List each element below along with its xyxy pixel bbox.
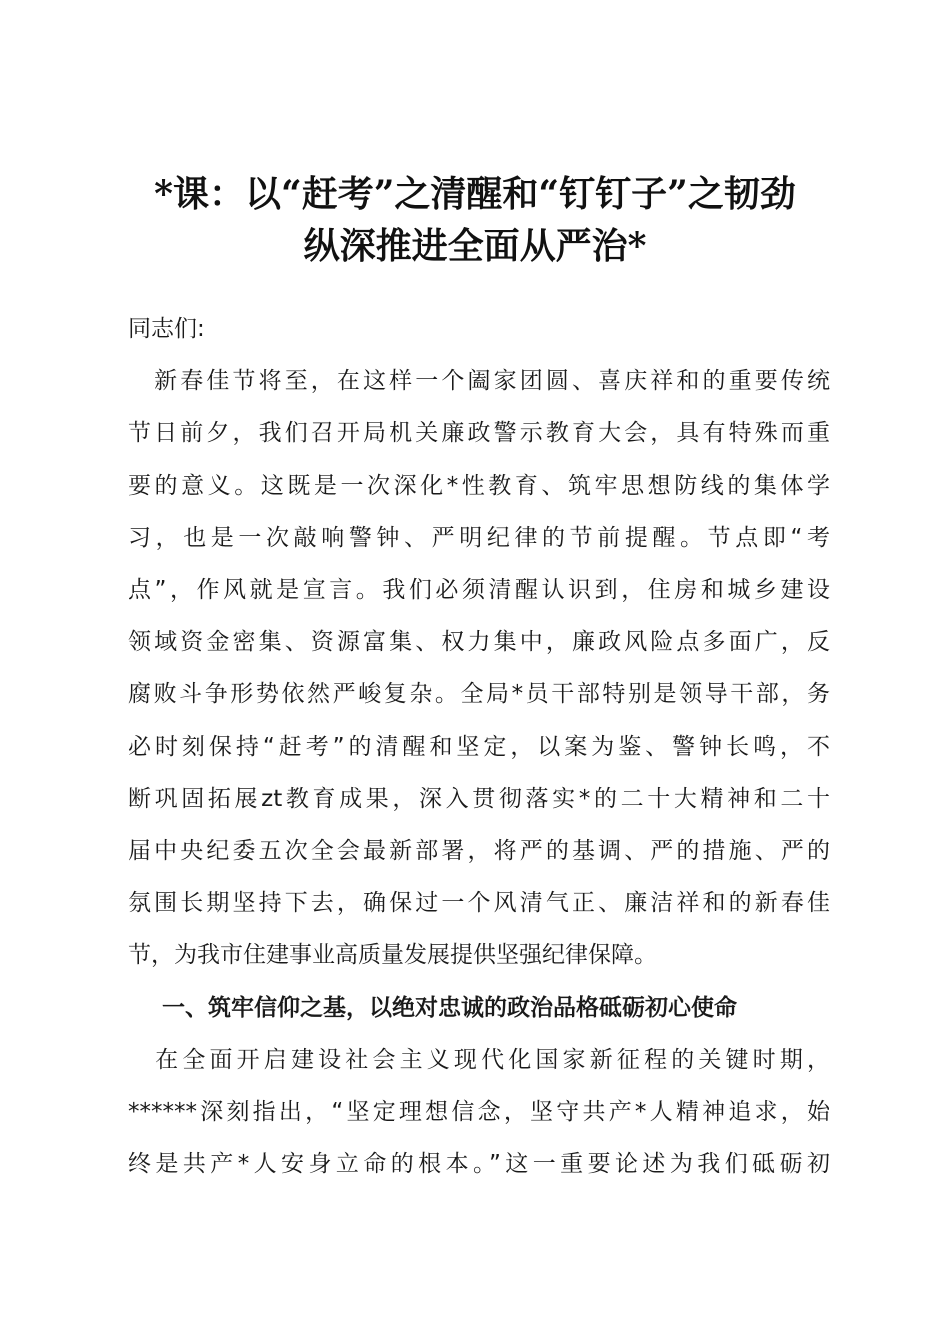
document-title xyxy=(100,168,850,272)
paragraph-line: 终是共产*人安身立命的根本。”这一重要论述为我们砥砺初 xyxy=(128,1151,830,1178)
paragraph-line: 届中央纪委五次全会最新部署，将严的基调、严的措施、严的 xyxy=(128,838,830,865)
paragraph-line: 腐败斗争形势依然严峻复杂。全局*员干部特别是领导干部，务 xyxy=(128,681,830,708)
section-heading-1: 一、筑牢信仰之基，以绝对忠诚的政治品格砥砺初心使命 xyxy=(162,994,737,1021)
paragraph-line: 点”，作风就是宣言。我们必须清醒认识到，住房和城乡建设 xyxy=(128,577,830,604)
paragraph-line: 必时刻保持“赶考”的清醒和坚定，以案为鉴、警钟长鸣，不 xyxy=(128,733,830,760)
paragraph-line: 要的意义。这既是一次深化*性教育、筑牢思想防线的集体学 xyxy=(128,472,830,499)
title-line-2: 纵深推进全面从严治* xyxy=(303,225,647,267)
title-line-1: *课：以“赶考”之清醒和“钉钉子”之韧劲 xyxy=(154,173,796,215)
paragraph-1 xyxy=(128,355,830,981)
paragraph-line: 在全面开启建设社会主义现代化国家新征程的关键时期， xyxy=(128,1046,830,1073)
salutation: 同志们: xyxy=(128,316,205,342)
paragraph-line: ******深刻指出，“坚定理想信念，坚守共产*人精神追求，始 xyxy=(128,1099,830,1126)
paragraph-line: 节日前夕，我们召开局机关廉政警示教育大会，具有特殊而重 xyxy=(128,420,830,447)
paragraph-line: 新春佳节将至，在这样一个阖家团圆、喜庆祥和的重要传统 xyxy=(128,368,830,395)
document-body xyxy=(128,303,830,1190)
paragraph-2 xyxy=(128,1034,830,1191)
paragraph-line: 领域资金密集、资源富集、权力集中，廉政风险点多面广，反 xyxy=(128,629,830,656)
paragraph-line: 氛围长期坚持下去，确保过一个风清气正、廉洁祥和的新春佳 xyxy=(128,890,830,917)
paragraph-line: 断巩固拓展zt教育成果，深入贯彻落实*的二十大精神和二十 xyxy=(128,785,830,812)
paragraph-line: 节，为我市住建事业高质量发展提供坚强纪律保障。 xyxy=(128,942,657,969)
paragraph-line: 习，也是一次敲响警钟、严明纪律的节前提醒。节点即“考 xyxy=(128,524,830,551)
